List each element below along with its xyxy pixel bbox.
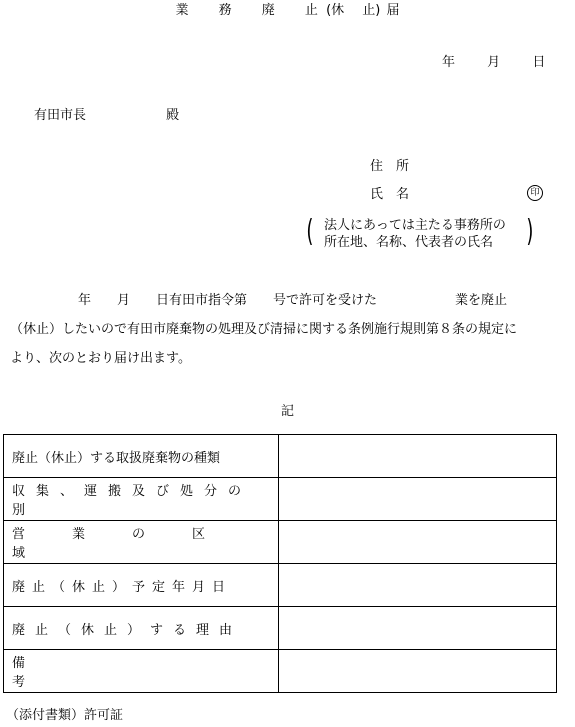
note-right-paren: ) <box>526 214 534 249</box>
row-value[interactable] <box>279 521 557 564</box>
row-label <box>4 478 279 521</box>
row-label <box>4 650 279 693</box>
address-label: 住 所 <box>370 159 410 174</box>
date-year: 年 <box>442 55 456 70</box>
title-char: 務 <box>218 3 232 18</box>
date-month: 月 <box>487 55 501 70</box>
label-text: 廃止（休止）する理由 <box>12 622 243 638</box>
title-char: 業 <box>175 3 189 18</box>
label-text: 営業の区域 <box>12 527 253 561</box>
date-line <box>442 55 545 71</box>
title-char: 止 <box>304 3 318 18</box>
addressee-name: 有田市長 <box>34 108 87 123</box>
date-day: 日 <box>532 55 546 70</box>
body-text-line: （休止）したいので有田市廃棄物の処理及び清掃に関する条例施行規則第８条の規定に <box>10 322 518 337</box>
table-row <box>4 435 557 478</box>
name-label: 氏 名 <box>370 187 410 202</box>
addressee-honorific: 殿 <box>166 108 180 123</box>
title-char: 廃 <box>261 3 275 18</box>
label-text: 廃止（休止）予定年月日 <box>12 579 233 595</box>
table-row <box>4 607 557 650</box>
document-title <box>0 3 575 19</box>
note-line: 所在地、名称、代表者の氏名 <box>324 235 494 250</box>
record-heading: 記 <box>280 404 294 419</box>
table-row <box>4 650 557 693</box>
body-text-line: より、次のとおり届け出ます。 <box>10 351 191 366</box>
label-spread <box>12 480 272 518</box>
row-value[interactable] <box>279 650 557 693</box>
row-label: 廃止（休止）する取扱廃棄物の種類 <box>4 435 279 478</box>
attachment-note: （添付書類）許可証 <box>6 708 124 723</box>
table-row <box>4 521 557 564</box>
title-char: 止) <box>362 3 381 18</box>
note-line: 法人にあっては主たる事務所の <box>324 218 506 233</box>
note-text <box>324 217 506 251</box>
row-value[interactable] <box>279 607 557 650</box>
row-value[interactable] <box>279 435 557 478</box>
row-label <box>4 564 279 607</box>
table-row <box>4 478 557 521</box>
note-left-paren: ( <box>306 214 314 249</box>
details-table <box>3 434 557 693</box>
row-value[interactable] <box>279 478 557 521</box>
body-text-line: 年 月 日有田市指令第 号で許可を受けた 業を廃止 <box>78 293 508 308</box>
row-label <box>4 521 279 564</box>
table-row <box>4 564 557 607</box>
row-value[interactable] <box>279 564 557 607</box>
label-text: 収集、運搬及び処分の別 <box>12 484 253 518</box>
seal-mark: 印 <box>527 185 543 201</box>
addressee <box>34 108 179 124</box>
title-char: (休 <box>326 3 345 18</box>
title-char: 届 <box>386 3 400 18</box>
label-text: 備考 <box>12 656 248 690</box>
row-label <box>4 607 279 650</box>
